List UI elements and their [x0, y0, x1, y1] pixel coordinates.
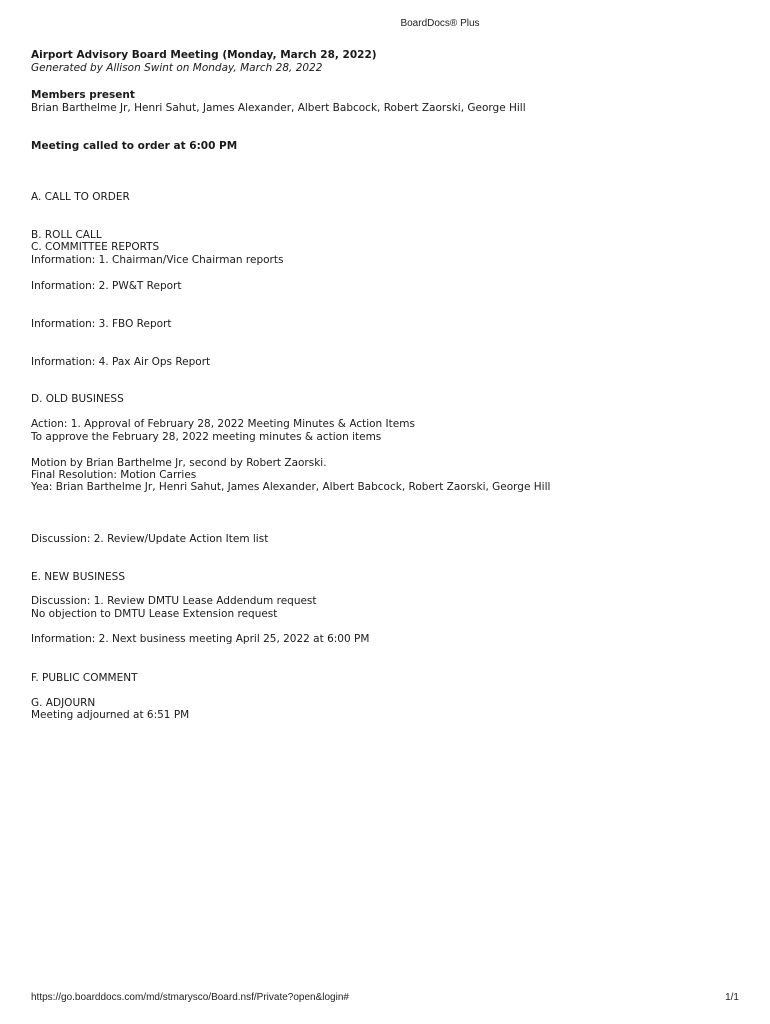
members-heading: Members present [31, 89, 135, 101]
members-list: Brian Barthelme Jr, Henri Sahut, James Alexander, Albert Babcock, Robert Zaorski, George Hill [31, 102, 526, 114]
section-c-item-2: Information: 2. PW&T Report [31, 280, 182, 292]
generated-by: Generated by Allison Swint on Monday, March 28, 2022 [31, 62, 323, 74]
section-d-item-1: Action: 1. Approval of February 28, 2022 Meeting Minutes & Action Items [31, 418, 415, 430]
section-e-item-2: Information: 2. Next business meeting April 25, 2022 at 6:00 PM [31, 633, 370, 645]
section-g-description: Meeting adjourned at 6:51 PM [31, 709, 190, 721]
section-g-heading: G. ADJOURN [31, 697, 96, 709]
section-f-heading: F. PUBLIC COMMENT [31, 672, 138, 684]
section-c-item-1: Information: 1. Chairman/Vice Chairman reports [31, 254, 284, 266]
section-d-heading: D. OLD BUSINESS [31, 393, 124, 405]
section-c-item-3: Information: 3. FBO Report [31, 318, 172, 330]
section-d-motion: Motion by Brian Barthelme Jr, second by Robert Zaorski. [31, 457, 327, 469]
section-d-item-1-description: To approve the February 28, 2022 meeting minutes & action items [31, 431, 382, 443]
section-b-heading: B. ROLL CALL [31, 229, 102, 241]
section-d-yea-votes: Yea: Brian Barthelme Jr, Henri Sahut, James Alexander, Albert Babcock, Robert Zaorski, George Hill [31, 481, 551, 493]
section-d-resolution: Final Resolution: Motion Carries [31, 469, 197, 481]
section-e-item-1-description: No objection to DMTU Lease Extension request [31, 608, 278, 620]
section-e-item-1: Discussion: 1. Review DMTU Lease Addendum request [31, 595, 317, 607]
page-number: 1/1 [725, 992, 739, 1003]
brand-header: BoardDocs® Plus [400, 18, 480, 29]
section-e-heading: E. NEW BUSINESS [31, 571, 125, 583]
section-a-heading: A. CALL TO ORDER [31, 191, 130, 203]
section-c-heading: C. COMMITTEE REPORTS [31, 241, 160, 253]
footer-url: https://go.boarddocs.com/md/stmarysco/Board.nsf/Private?open&login# [31, 992, 349, 1003]
meeting-title: Airport Advisory Board Meeting (Monday, March 28, 2022) [31, 49, 377, 61]
section-c-item-4: Information: 4. Pax Air Ops Report [31, 356, 211, 368]
called-to-order: Meeting called to order at 6:00 PM [31, 140, 238, 152]
section-d-item-2: Discussion: 2. Review/Update Action Item list [31, 533, 269, 545]
